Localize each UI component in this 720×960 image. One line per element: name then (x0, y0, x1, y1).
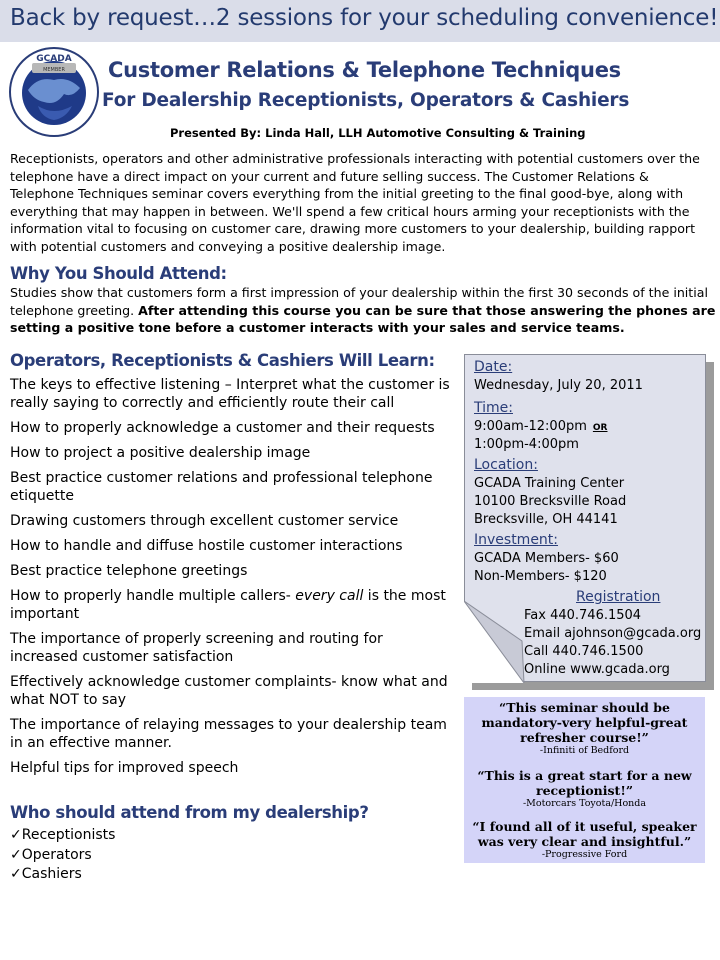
testimonial (472, 819, 697, 861)
testimonial-quote: “This seminar should be mandatory-very helpful-great refresher course!” (481, 700, 688, 745)
registration-fax: Fax 440.746.1504 (524, 608, 642, 623)
testimonial-source: -Infiniti of Bedford (539, 745, 630, 756)
location-label: Location: (474, 457, 538, 473)
testimonials-box (464, 697, 705, 863)
testimonial (474, 700, 695, 757)
page-curl-icon (464, 601, 526, 683)
testimonial-source: -Progressive Ford (541, 849, 628, 860)
date-label: Date: (474, 359, 513, 375)
top-banner (0, 0, 720, 42)
learn-item: How to project a positive dealership image (10, 445, 311, 461)
attend-item: ✓Operators (10, 846, 92, 863)
testimonial-source: -Motorcars Toyota/Honda (522, 798, 647, 809)
registration-online: Online www.gcada.org (524, 662, 670, 677)
learn-list (10, 376, 455, 784)
investment-members: GCADA Members- $60 (474, 551, 619, 566)
learn-heading: Operators, Receptionists & Cashiers Will Learn: (10, 351, 435, 370)
learn-item: The keys to effective listening – Interpret what the customer is really saying to correctly and efficiently route their call (10, 377, 450, 411)
location-line-3: Brecksville, OH 44141 (474, 512, 618, 527)
investment-label: Investment: (474, 532, 559, 548)
presenter-line: Presented By: Linda Hall, LLH Automotive Consulting & Training (170, 126, 586, 140)
why-paragraph (10, 284, 716, 337)
learn-item: The importance of properly screening and routing for increased customer satisfaction (10, 631, 383, 665)
logo-member-text: MEMBER (43, 67, 65, 73)
registration-phone: Call 440.746.1500 (524, 644, 644, 659)
learn-item: How to properly handle multiple callers- every call is the most important (10, 588, 446, 622)
investment-nonmembers: Non-Members- $120 (474, 569, 607, 584)
seminar-subtitle: For Dealership Receptionists, Operators & Cashiers (102, 90, 630, 111)
time-session-2: 1:00pm-4:00pm (474, 437, 579, 452)
attend-item: ✓Receptionists (10, 827, 116, 843)
attend-item: ✓Cashiers (10, 866, 82, 882)
learn-item: How to properly acknowledge a customer and their requests (10, 420, 435, 436)
banner-text: Back by request…2 sessions for your scheduling convenience! (10, 5, 719, 31)
testimonial-quote: “This is a great start for a new receptionist!” (477, 768, 692, 798)
date-value: Wednesday, July 20, 2011 (474, 378, 643, 393)
attend-list (10, 826, 115, 885)
learn-item: How to handle and diffuse hostile customer interactions (10, 538, 403, 554)
learn-item: Helpful tips for improved speech (10, 760, 239, 776)
intro-paragraph: Receptionists, operators and other administrative professionals interacting with potential customers over the telephone have a direct impact on your current and future selling success. The Customer Relations & Telephone Techniques seminar covers everything from the initial greeting to the final good-bye, along with everything that may happen in between. We'll spend a few critical hours arming your receptionists with the information vital to focusing on customer care, drawing more customers to your dealership, building rapport with potential customers and conveying a positive dealership image. (10, 151, 700, 254)
why-bold-text: After attending this course you can be sure that those answering the phones are setting a positive tone before a customer interacts with your sales and service teams. (10, 302, 716, 336)
attend-heading: Who should attend from my dealership? (10, 803, 369, 822)
time-label: Time: (474, 400, 513, 416)
learn-item: Best practice customer relations and professional telephone etiquette (10, 470, 433, 504)
seminar-title: Customer Relations & Telephone Techniques (108, 58, 621, 82)
learn-item: Best practice telephone greetings (10, 563, 248, 579)
or-text: OR (592, 423, 608, 433)
location-line-2: 10100 Brecksville Road (474, 494, 627, 509)
location-line-1: GCADA Training Center (474, 476, 625, 491)
gcada-logo (8, 46, 100, 138)
event-info-box (464, 354, 706, 682)
why-heading: Why You Should Attend: (10, 264, 227, 283)
learn-item: Drawing customers through excellent customer service (10, 513, 399, 529)
why-text: Studies show that customers form a first impression of your dealership within the first 30 seconds of the initial telephone greeting. (10, 285, 708, 318)
time-session-1: 9:00am-12:00pm OR (474, 419, 608, 434)
testimonial (474, 768, 695, 810)
logo-gcada-text: GCADA (36, 54, 72, 64)
learn-item: Effectively acknowledge customer complaints- know what and what NOT to say (10, 674, 448, 708)
testimonial-quote: “I found all of it useful, speaker was very clear and insightful.” (472, 819, 697, 849)
registration-label: Registration (576, 589, 661, 605)
learn-item-emphasis: every call (295, 588, 364, 604)
registration-email: Email ajohnson@gcada.org (524, 626, 702, 641)
learn-item: The importance of relaying messages to your dealership team in an effective manner. (10, 717, 447, 751)
